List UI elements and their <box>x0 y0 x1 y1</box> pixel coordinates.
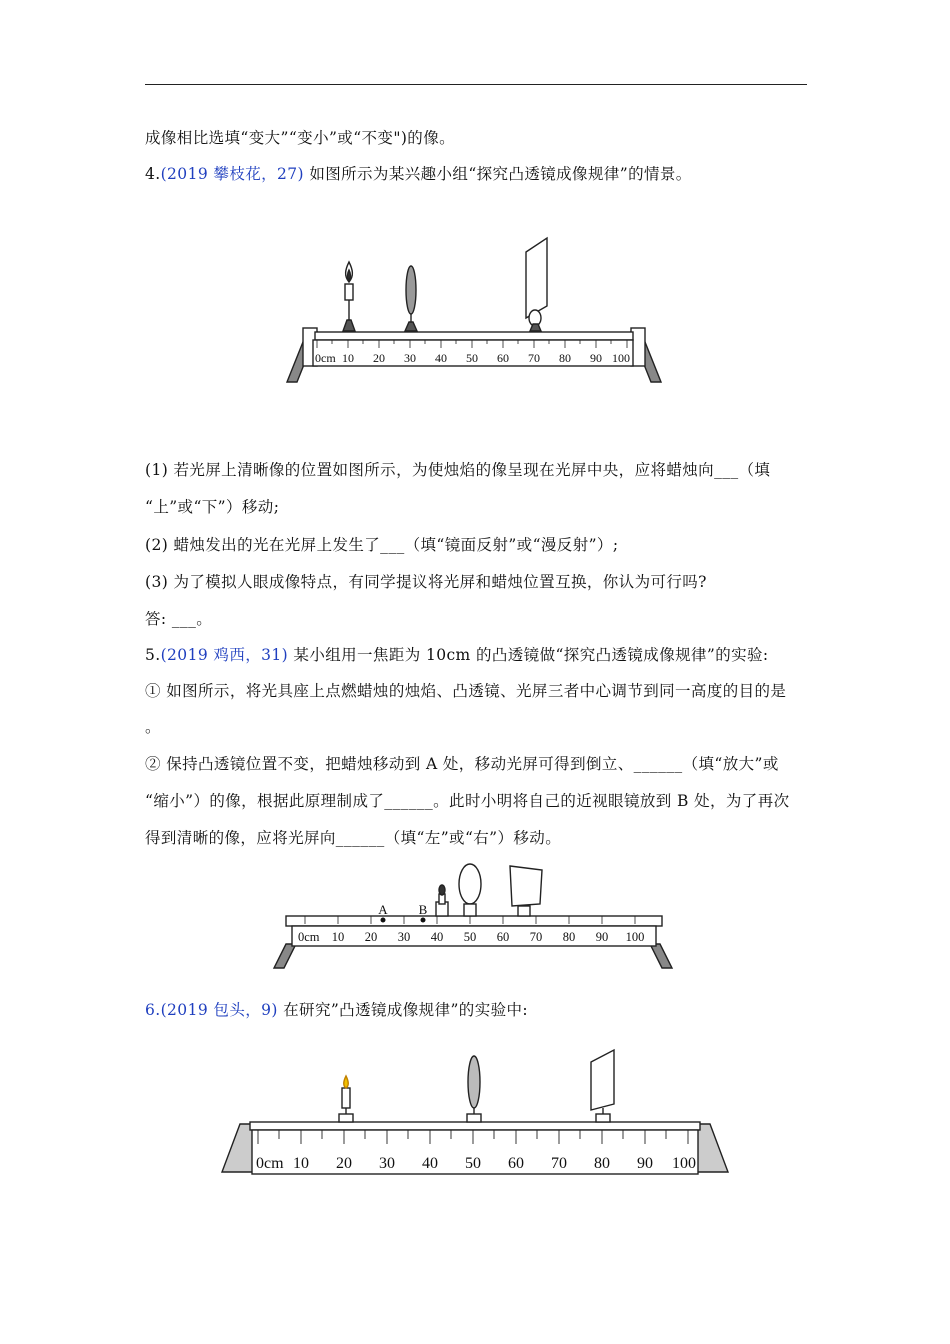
ruler-tick-label: 10 <box>342 351 354 365</box>
text-line: 成像相比选填“变大”“变小”或“不变")的像。 <box>145 129 455 147</box>
figure-optical-bench-1 <box>285 232 665 388</box>
ruler-tick-label: 70 <box>529 930 543 944</box>
ruler-tick-label: 30 <box>379 1155 395 1172</box>
figure-optical-bench-3 <box>218 1046 732 1180</box>
header-rule <box>145 84 807 85</box>
text-line: (1) 若光屏上清晰像的位置如图所示，为使烛焰的像呈现在光屏中央，应将蜡烛向___（填 <box>145 461 771 479</box>
question-4-heading <box>145 164 692 184</box>
ruler-tick-label: 90 <box>595 930 609 944</box>
figure-optical-bench-2 <box>270 858 690 974</box>
ruler-tick-label: 70 <box>551 1155 567 1172</box>
ruler-tick-label: 60 <box>496 930 510 944</box>
text-line: (2) 蜡烛发出的光在光屏上发生了___（填“镜面反射”或“漫反射”）; <box>145 536 619 554</box>
question-5-heading <box>145 645 769 665</box>
point-b-label: B <box>418 902 428 917</box>
ruler-start-label: 0cm <box>256 1155 284 1172</box>
ruler-tick-label: 80 <box>594 1155 610 1172</box>
question-number: 6. <box>145 1001 161 1019</box>
ruler-tick-label: 70 <box>528 351 540 365</box>
text-line: “上”或“下”）移动; <box>145 498 280 516</box>
ruler-tick-label: 20 <box>373 351 385 365</box>
ruler-tick-label: 50 <box>465 1155 481 1172</box>
text-line: 。 <box>145 718 161 736</box>
ruler-tick-label: 30 <box>404 351 416 365</box>
ruler-tick-label: 60 <box>508 1155 524 1172</box>
ruler-tick-label: 40 <box>430 930 444 944</box>
text-line: ① 如图所示，将光具座上点燃蜡烛的烛焰、凸透镜、光屏三者中心调节到同一高度的目的是 <box>145 682 787 700</box>
ruler-tick-label: 10 <box>293 1155 309 1172</box>
ruler-tick-label: 40 <box>435 351 447 365</box>
text-line: 得到清晰的像，应将光屏向______（填“左”或“右”）移动。 <box>145 829 562 847</box>
ruler-tick-label: 50 <box>463 930 477 944</box>
ruler-tick-label: 50 <box>466 351 478 365</box>
question-number: 5. <box>145 646 161 664</box>
ruler-start-label: 0cm <box>298 930 320 944</box>
question-text: 在研究”凸透镜成像规律”的实验中: <box>283 1001 529 1019</box>
question-number: 4. <box>145 165 161 183</box>
ruler-tick-label: 100 <box>672 1155 696 1172</box>
text-line: ② 保持凸透镜位置不变，把蜡烛移动到 A 处，移动光屏可得到倒立、______（填“放大”或 <box>145 755 779 773</box>
question-source: (2019 鸡西，31) <box>160 646 289 664</box>
ruler-tick-label: 100 <box>625 930 645 944</box>
question-6-heading <box>145 1000 528 1020</box>
ruler-tick-label: 60 <box>497 351 509 365</box>
ruler-tick-label: 30 <box>397 930 411 944</box>
point-b-marker <box>421 918 426 923</box>
text-line: 答: ___。 <box>145 610 213 628</box>
point-a-marker <box>381 918 386 923</box>
ruler-tick-label: 90 <box>637 1155 653 1172</box>
ruler-tick-label: 20 <box>336 1155 352 1172</box>
ruler-tick-label: 100 <box>612 351 630 365</box>
ruler-tick-label: 90 <box>590 351 602 365</box>
ruler-start-label: 0cm <box>315 351 336 365</box>
ruler-tick-label: 20 <box>364 930 378 944</box>
ruler-tick-label: 80 <box>562 930 576 944</box>
ruler-tick-label: 10 <box>331 930 345 944</box>
ruler-tick-label: 80 <box>559 351 571 365</box>
question-source: (2019 包头，9) <box>160 1001 278 1019</box>
question-text: 如图所示为某兴趣小组“探究凸透镜成像规律”的情景。 <box>309 165 692 183</box>
point-a-label: A <box>378 902 388 917</box>
question-text: 某小组用一焦距为 10cm 的凸透镜做“探究凸透镜成像规律”的实验: <box>293 646 769 664</box>
text-line: (3) 为了模拟人眼成像特点，有同学提议将光屏和蜡烛位置互换，你认为可行吗? <box>145 573 707 591</box>
ruler-tick-label: 40 <box>422 1155 438 1172</box>
question-source: (2019 攀枝花，27) <box>160 165 304 183</box>
text-line: “缩小”）的像，根据此原理制成了______。此时小明将自己的近视眼镜放到 B 处，为了再次 <box>145 792 790 810</box>
